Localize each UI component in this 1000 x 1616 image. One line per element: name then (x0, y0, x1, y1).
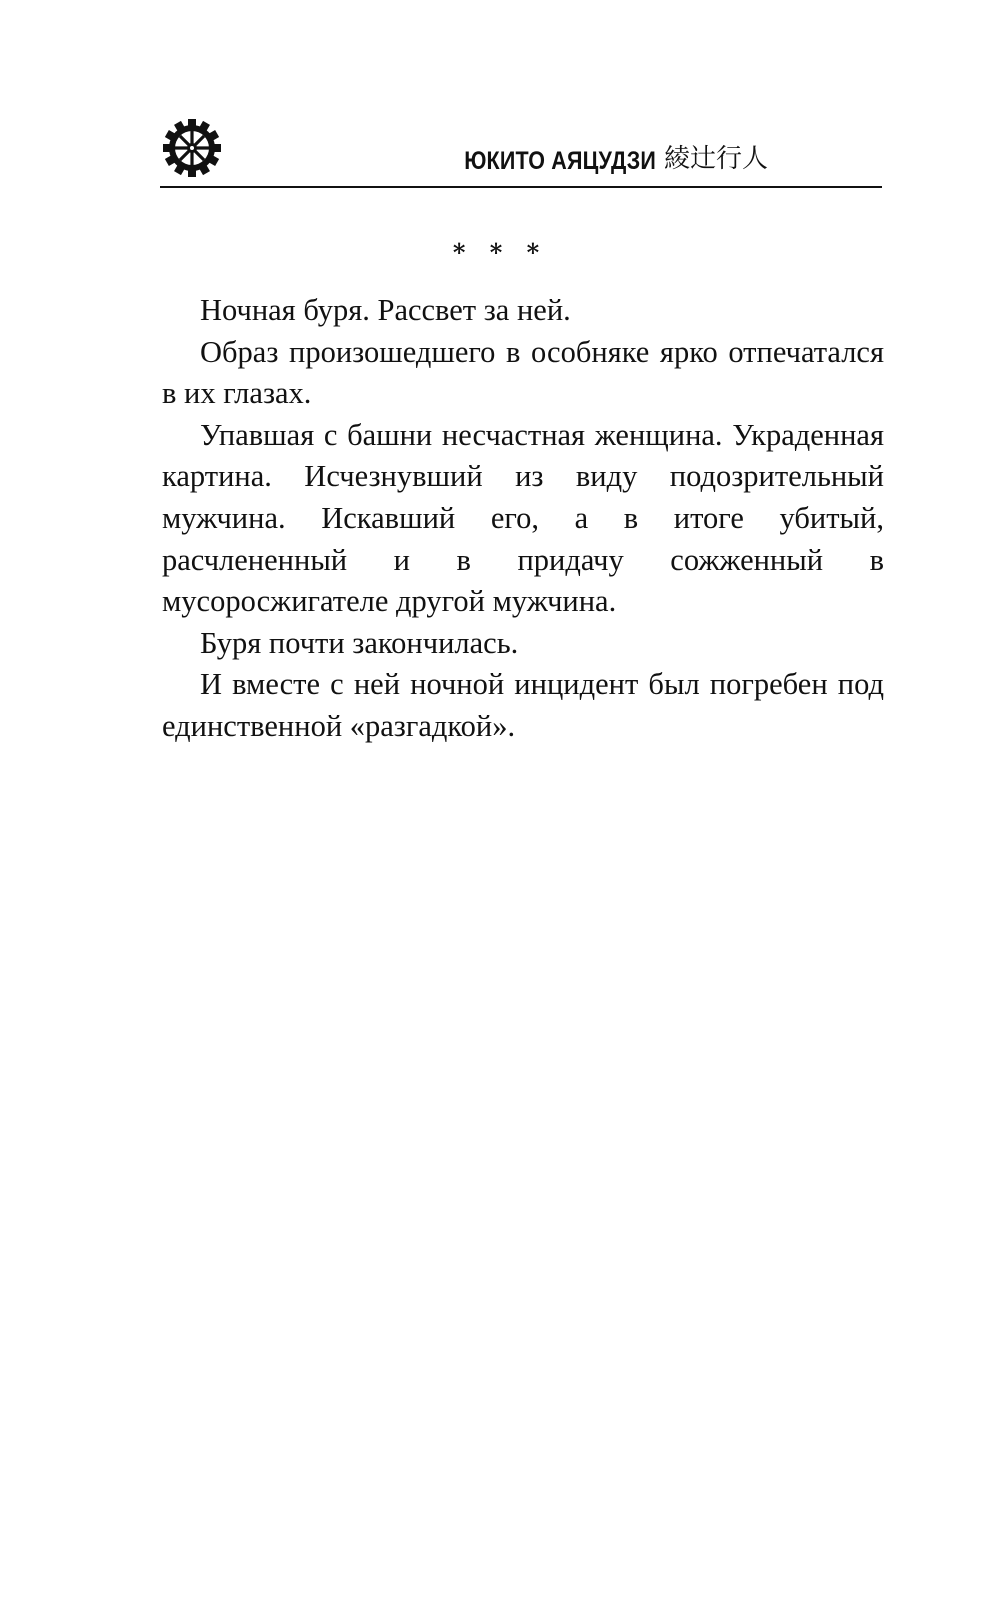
paragraph: Упавшая с башни несчастная женщина. Украденная картина. Исчезнувший из виду подозрительный мужчина. Искавший его, а в итоге убитый, расчлененный и в придачу сожженный в мусоросжигателе другой мужчина. (162, 417, 884, 619)
paragraph: Буря почти закончилась. (200, 625, 519, 660)
author-name: ЮКИТО АЯЦУДЗИ (464, 147, 656, 175)
section-separator: * * * (452, 238, 548, 267)
paragraph: Ночная буря. Рассвет за ней. (200, 293, 571, 327)
header-rule (160, 186, 882, 188)
author-name-cjk: 綾辻行人 (664, 144, 769, 174)
body-text (162, 290, 884, 748)
paragraph: Образ произошедшего в особняке ярко отпечатался в их глазах. (162, 334, 884, 411)
running-header (160, 112, 882, 188)
paragraph: И вместе с ней ночной инцидент был погребен под единственной «разгадкой». (162, 667, 884, 743)
gear-wheel-icon (162, 118, 222, 178)
